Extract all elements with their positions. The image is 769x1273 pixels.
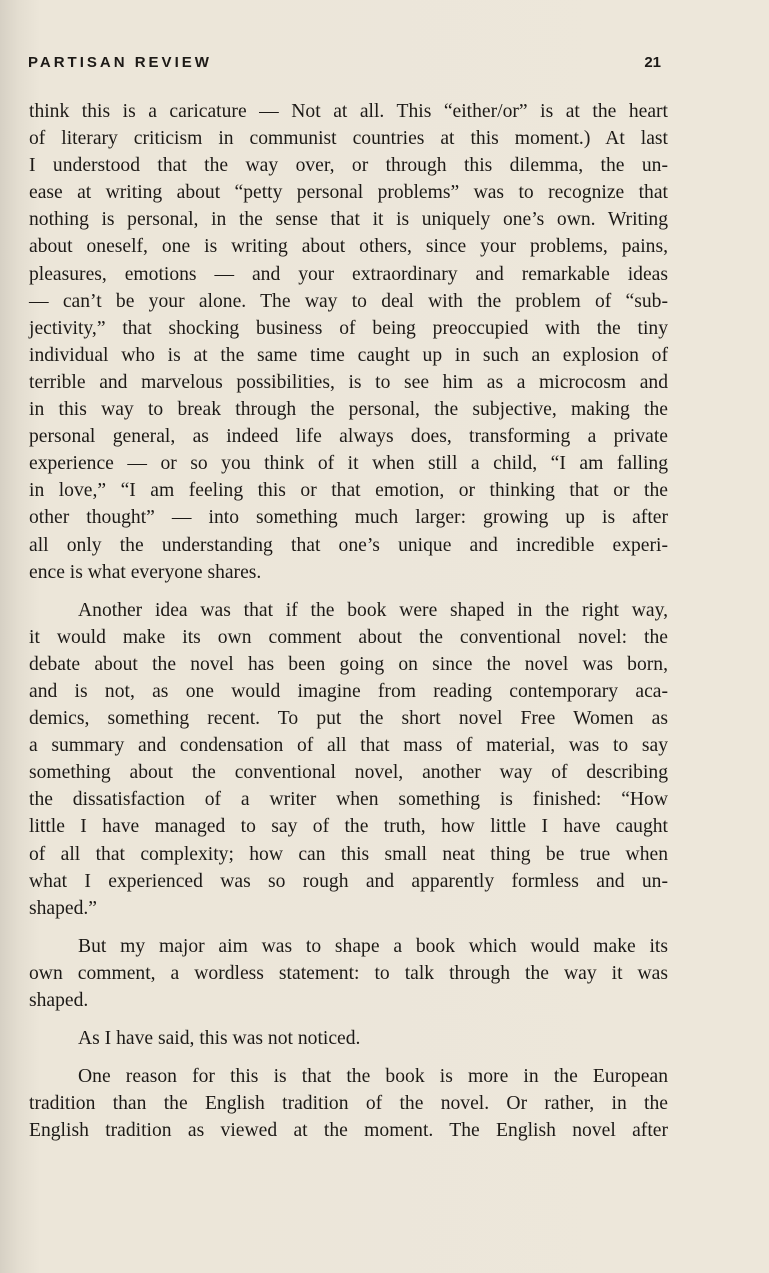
text-line: about oneself, one is writing about others, since your problems, pains,: [29, 236, 668, 258]
text-line: own comment, a wordless statement: to talk through the way it was: [29, 962, 668, 984]
paragraph-1: [29, 98, 668, 586]
text-line: experience — or so you think of it when still a child, “I am falling: [29, 453, 668, 475]
text-line: shaped.: [29, 990, 89, 1011]
text-line: little I have managed to say of the truth, how little I have caught: [29, 816, 668, 838]
text-line: One reason for this is that the book is more in the European: [78, 1066, 668, 1088]
text-line: nothing is personal, in the sense that it is uniquely one’s own. Writing: [29, 209, 668, 231]
text-line: other thought” — into something much larger: growing up is after: [29, 507, 668, 529]
page-number: 21: [644, 54, 661, 71]
text-line: ence is what everyone shares.: [29, 561, 262, 583]
text-line: But my major aim was to shape a book which would make its: [78, 935, 668, 957]
text-line: debate about the novel has been going on since the novel was born,: [29, 653, 668, 675]
paragraph-2: [29, 597, 668, 922]
text-line: think this is a caricature — Not at all. This “either/or” is at the heart: [29, 101, 668, 122]
text-line: something about the conventional novel, another way of describing: [29, 762, 668, 784]
text-line: As I have said, this was not noticed.: [78, 1028, 361, 1050]
text-line: what I experienced was so rough and apparently formless and un-: [29, 870, 668, 892]
paragraph-4: [29, 1025, 668, 1052]
text-line: and is not, as one would imagine from reading contemporary aca-: [29, 680, 668, 702]
text-line: tradition than the English tradition of the novel. Or rather, in the: [29, 1093, 668, 1115]
text-line: the dissatisfaction of a writer when something is finished: “How: [29, 789, 668, 811]
text-line: personal general, as indeed life always does, transforming a private: [29, 426, 668, 448]
text-line: shaped.”: [29, 897, 98, 919]
text-line: a summary and condensation of all that mass of material, was to say: [29, 735, 668, 757]
text-line: of all that complexity; how can this small neat thing be true when: [29, 843, 668, 865]
text-line: — can’t be your alone. The way to deal with the problem of “sub-: [29, 290, 668, 312]
text-line: in this way to break through the personal, the subjective, making the: [29, 399, 668, 421]
text-line: terrible and marvelous possibilities, is to see him as a microcosm and: [29, 371, 668, 393]
text-line: jectivity,” that shocking business of being preoccupied with the tiny: [29, 317, 668, 339]
text-line: in love,” “I am feeling this or that emotion, or thinking that or the: [29, 480, 668, 502]
text-line: Another idea was that if the book were shaped in the right way,: [78, 599, 668, 621]
text-line: individual who is at the same time caught up in such an explosion of: [29, 344, 668, 366]
text-line: ease at writing about “petty personal problems” was to recognize that: [29, 182, 668, 204]
text-line: demics, something recent. To put the short novel Free Women as: [29, 708, 668, 730]
text-line: I understood that the way over, or through this dilemma, the un-: [29, 155, 668, 177]
text-line: pleasures, emotions — and your extraordinary and remarkable ideas: [29, 263, 668, 285]
text-line: all only the understanding that one’s unique and incredible experi-: [29, 534, 668, 556]
body-text: [29, 98, 668, 1144]
paragraph-3: [29, 933, 668, 1014]
text-line: it would make its own comment about the conventional novel: the: [29, 626, 668, 648]
running-head: [28, 54, 661, 76]
text-line: of literary criticism in communist countries at this moment.) At last: [29, 128, 668, 150]
text-line: English tradition as viewed at the moment. The English novel after: [29, 1120, 668, 1142]
paragraph-5: [29, 1063, 668, 1144]
journal-title: PARTISAN REVIEW: [28, 54, 212, 71]
